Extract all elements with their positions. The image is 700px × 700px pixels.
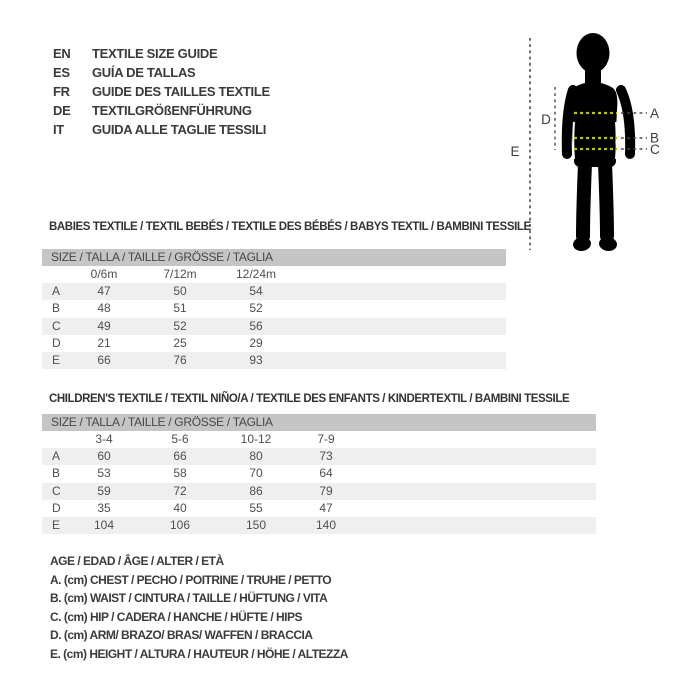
marker-label-b: B [650, 130, 660, 146]
column-header: 12/24m [235, 267, 277, 281]
row-filler [294, 283, 506, 300]
silhouette-left-arm-gap [573, 122, 574, 159]
table-cell: 104 [93, 517, 115, 532]
table-cell: 49 [97, 318, 111, 333]
language-row-fr [53, 82, 270, 101]
measurement-legend [50, 552, 348, 664]
language-code: IT [53, 122, 64, 137]
table-cell: 106 [169, 517, 191, 532]
table-cell: 64 [319, 466, 333, 481]
row-filler [358, 517, 596, 534]
legend-chest-line: A. (cm) CHEST / PECHO / POITRINE / TRUHE / PETTO [50, 572, 332, 587]
table-cell: 140 [315, 517, 337, 532]
row-label: C [52, 318, 61, 333]
row-label: A [52, 449, 61, 464]
column-header: 5-6 [171, 432, 189, 446]
row-label: E [52, 352, 61, 367]
column-header: 7-9 [317, 432, 335, 446]
children-size-table [42, 414, 596, 534]
table-cell: 76 [173, 352, 187, 367]
legend-arm-line: D. (cm) ARM/ BRAZO/ BRAS/ WAFFEN / BRACCIA [50, 628, 313, 643]
row-label: A [52, 284, 61, 299]
marker-label-a: A [650, 106, 660, 121]
table-row [42, 465, 596, 482]
row-label: D [52, 500, 61, 515]
language-code: ES [53, 65, 70, 80]
marker-label-e: E [510, 144, 520, 159]
row-label: D [52, 335, 61, 350]
table-cell: 25 [173, 335, 187, 350]
language-text: GUIDA ALLE TAGLIE TESSILI [92, 122, 267, 137]
row-filler [358, 465, 596, 482]
language-text: GUIDE DES TAILLES TEXTILE [92, 84, 270, 99]
row-filler [358, 431, 596, 448]
legend-hip-line: C. (cm) HIP / CADERA / HANCHE / HÜFTE / HIPS [50, 609, 303, 624]
silhouette-right-leg [605, 163, 607, 236]
table-row [42, 517, 596, 534]
table-cell: 47 [319, 500, 333, 515]
legend-waist-line: B. (cm) WAIST / CINTURA / TAILLE / HÜFTUNG / VITA [50, 591, 328, 606]
language-row-it [53, 120, 270, 139]
row-filler [294, 318, 506, 335]
row-filler [358, 483, 596, 500]
table-row [42, 283, 506, 300]
babies-column-header-row [42, 266, 506, 283]
column-header: 3-4 [95, 432, 113, 446]
column-header: 0/6m [90, 267, 118, 281]
table-cell: 52 [173, 318, 187, 333]
language-row-en [53, 44, 270, 63]
table-cell: 56 [249, 318, 263, 333]
table-cell: 73 [319, 449, 333, 464]
silhouette-left-arm [567, 90, 573, 154]
table-cell: 50 [173, 284, 187, 299]
table-cell: 29 [249, 335, 263, 350]
table-cell: 66 [173, 449, 187, 464]
row-filler [294, 266, 506, 283]
silhouette-right-arm-gap [616, 122, 617, 159]
table-cell: 47 [97, 284, 111, 299]
table-cell: 48 [97, 301, 111, 316]
table-cell: 60 [97, 449, 111, 464]
table-row [42, 483, 596, 500]
table-cell: 40 [173, 500, 187, 515]
children-section-title: CHILDREN'S TEXTILE / TEXTIL NIÑO/A / TEXTILE DES ENFANTS / KINDERTEXTIL / BAMBINI TESSILE [49, 393, 570, 405]
table-cell: 54 [249, 284, 263, 299]
row-label: B [52, 466, 61, 481]
language-row-de [53, 101, 270, 120]
table-cell: 53 [97, 466, 111, 481]
column-header: 7/12m [163, 267, 197, 281]
row-label: E [52, 517, 61, 532]
row-filler [358, 448, 596, 465]
table-cell: 70 [249, 466, 263, 481]
table-cell: 55 [249, 500, 263, 515]
marker-label-d: D [541, 112, 551, 127]
language-text: TEXTILGRÖßENFÜHRUNG [92, 103, 252, 118]
language-code: FR [53, 84, 70, 99]
table-cell: 59 [97, 483, 111, 498]
language-row-es [53, 63, 270, 82]
legend-age-line: AGE / EDAD / ÂGE / ALTER / ETÀ [50, 554, 224, 568]
table-row [42, 448, 596, 465]
table-cell: 150 [245, 517, 267, 532]
babies-size-header: SIZE / TALLA / TAILLE / GRÖSSE / TAGLIA [42, 249, 506, 266]
row-filler [358, 500, 596, 517]
table-cell: 35 [97, 500, 111, 515]
table-cell: 72 [173, 483, 187, 498]
column-header-spacer [42, 266, 66, 283]
column-header: 10-12 [240, 432, 272, 446]
legend-height-line: E. (cm) HEIGHT / ALTURA / HAUTEUR / HÖHE / ALTEZZA [50, 646, 348, 661]
babies-section-title: BABIES TEXTILE / TEXTIL BEBÉS / TEXTILE DES BÉBÉS / BABYS TEXTIL / BAMBINI TESSILE [49, 221, 531, 233]
table-row [42, 318, 506, 335]
row-filler [294, 352, 506, 369]
table-cell: 21 [97, 335, 111, 350]
language-text: GUÍA DE TALLAS [92, 65, 196, 80]
silhouette-head [577, 33, 610, 73]
table-cell: 80 [249, 449, 263, 464]
table-row [42, 352, 506, 369]
language-code: DE [53, 103, 71, 118]
babies-size-table [42, 249, 506, 369]
children-column-header-row [42, 431, 596, 448]
silhouette-right-arm [621, 90, 630, 154]
table-cell: 52 [249, 301, 263, 316]
table-cell: 86 [249, 483, 263, 498]
silhouette-left-leg [583, 163, 585, 236]
table-cell: 79 [319, 483, 333, 498]
table-row [42, 300, 506, 317]
table-row [42, 335, 506, 352]
row-label: B [52, 301, 61, 316]
children-size-header: SIZE / TALLA / TAILLE / GRÖSSE / TAGLIA [42, 414, 596, 431]
row-label: C [52, 483, 61, 498]
child-silhouette [567, 33, 630, 252]
language-text: TEXTILE SIZE GUIDE [92, 46, 218, 61]
table-row [42, 500, 596, 517]
row-filler [294, 300, 506, 317]
table-cell: 51 [173, 301, 187, 316]
row-filler [294, 335, 506, 352]
marker-label-c: C [650, 142, 660, 157]
table-cell: 93 [249, 352, 263, 367]
language-title-block [53, 44, 270, 139]
language-code: EN [53, 46, 71, 61]
table-cell: 58 [173, 466, 187, 481]
column-header-spacer [42, 431, 66, 448]
table-cell: 66 [97, 352, 111, 367]
